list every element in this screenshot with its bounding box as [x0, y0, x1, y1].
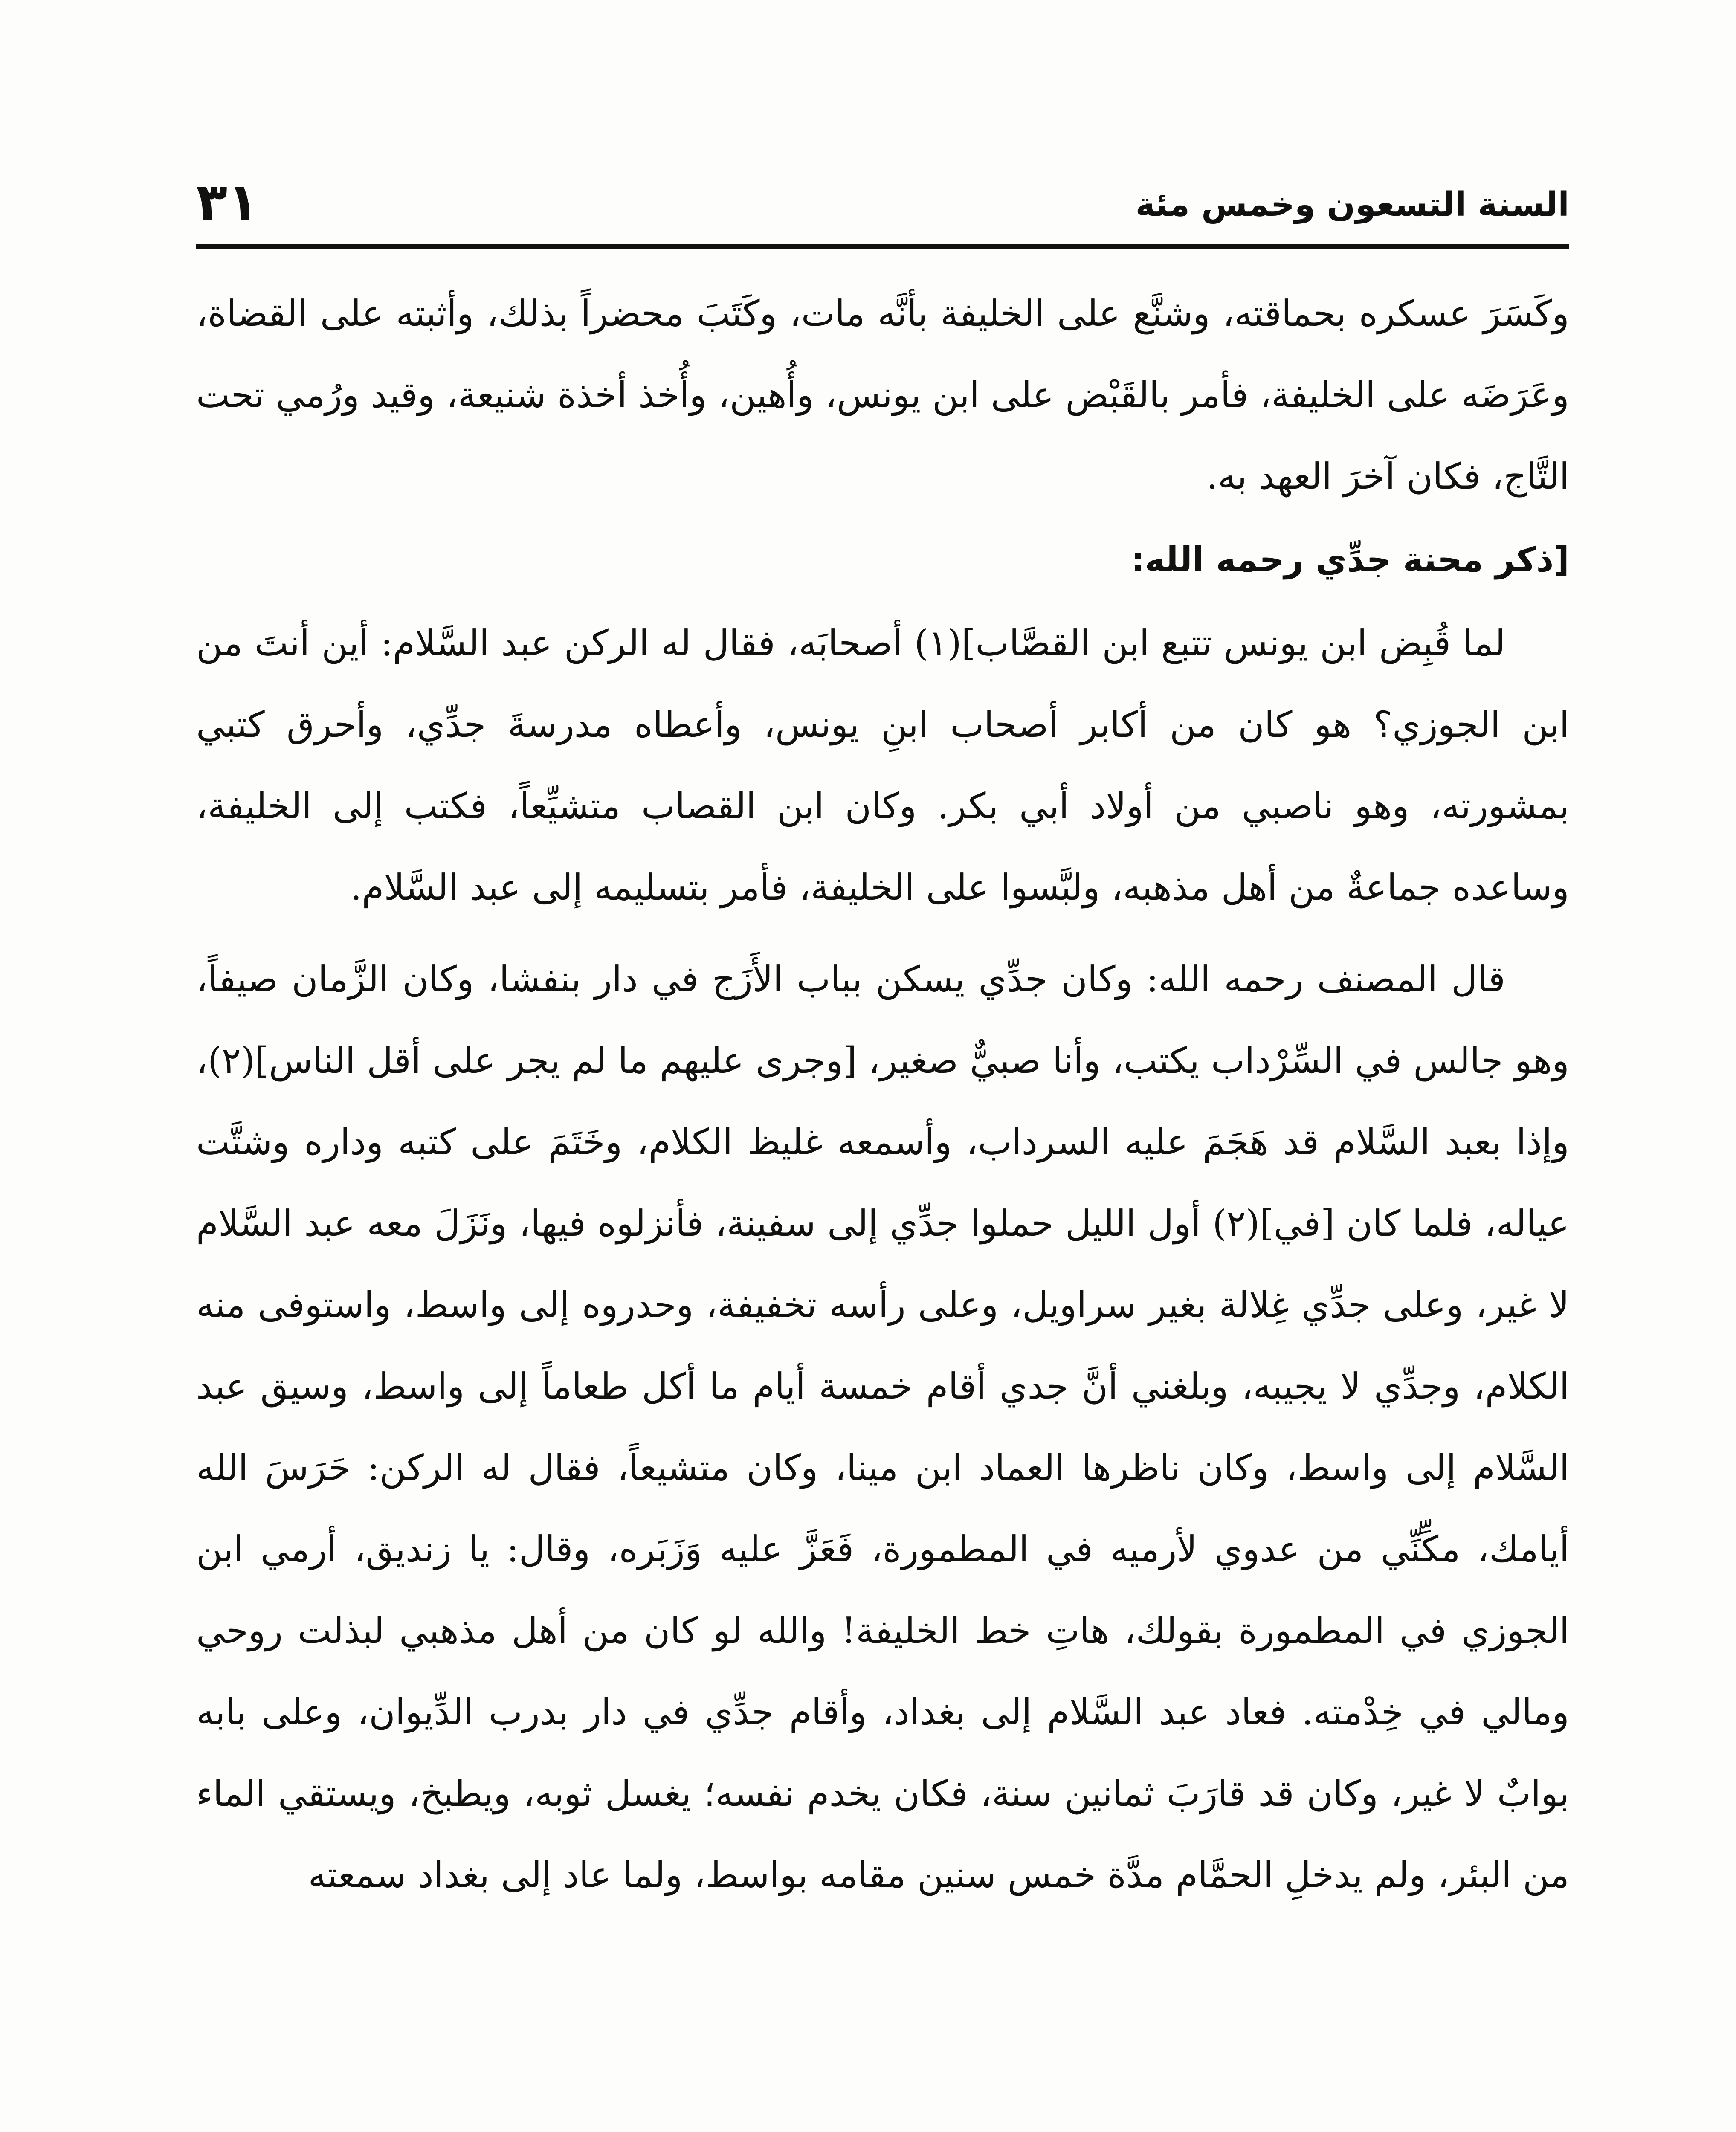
running-title: السنة التسعون وخمس مئة	[1135, 185, 1569, 224]
section-heading: [ذكر محنة جدِّي رحمه الله:	[1131, 540, 1569, 579]
main-text	[196, 273, 1569, 1916]
paragraph-1: وكَسَرَ عسكره بحماقته، وشنَّع على الخليفة بأنَّه مات، وكَتَبَ محضراً بذلك، وأثبته على القضاة، وعَرَضَه على الخليفة، فأمر بالقَبْض على ابن يونس، وأُهين، وأُخذ أخذة شنيعة، وقيد ورُمي تحت التَّاج، فكان آخرَ العهد به.	[196, 293, 1569, 497]
header-rule	[196, 244, 1569, 249]
paragraph-gap	[196, 928, 1569, 939]
paragraph-3: قال المصنف رحمه الله: وكان جدِّي يسكن بباب الأَزَج في دار بنفشا، وكان الزَّمان صيفاً، وهو جالس في السِّرْداب يكتب، وأنا صبيٌّ صغير، [وجرى عليهم ما لم يجر على أقل الناس](٢)، وإذا بعبد السَّلام قد هَجَمَ عليه السرداب، وأسمعه غليظ الكلام، وخَتَمَ على كتبه وداره وشتَّت عياله، فلما كان [في](٢) أول الليل حملوا جدِّي إلى سفينة، فأنزلوه فيها، ونَزَلَ معه عبد السَّلام لا غير، وعلى جدِّي غِلالة بغير سراويل، وعلى رأسه تخفيفة، وحدروه إلى واسط، واستوفى منه الكلام، وجدِّي لا يجيبه، وبلغني أنَّ جدي أقام خمسة أيام ما أكل طعاماً إلى واسط، وسيق عبد السَّلام إلى واسط، وكان ناظرها العماد ابن مينا، وكان متشيعاً، فقال له الركن: حَرَسَ الله أيامك، مكِّنِّي من عدوي لأرميه في المطمورة، فَعَزَّ عليه وَزَبَره، وقال: يا زنديق، أرمي ابن الجوزي في المطمورة بقولك، هاتِ خط الخليفة! والله لو كان من أهل مذهبي لبذلت روحي ومالي في خِدْمته. فعاد عبد السَّلام إلى بغداد، وأقام جدِّي في دار بدرب الدِّيوان، وعلى بابه بوابٌ لا غير، وكان قد قارَبَ ثمانين سنة، فكان يخدم نفسه؛ يغسل ثوبه، ويطبخ، ويستقي الماء من البئر، ولم يدخلِ الحمَّام مدَّة خمس سنين مقامه بواسط، ولما عاد إلى بغداد سمعته	[196, 958, 1570, 1896]
page-header	[196, 171, 1569, 243]
paragraph-2: لما قُبِض ابن يونس تتبع ابن القصَّاب](١) أصحابَه، فقال له الركن عبد السَّلام: أين أنتَ من ابن الجوزي؟ هو كان من أكابر أصحاب ابنِ يونس، وأعطاه مدرسةَ جدِّي، وأحرق كتبي بمشورته، وهو ناصبي من أولاد أبي بكر. وكان ابن القصاب متشيِّعاً، فكتب إلى الخليفة، وساعده جماعةٌ من أهل مذهبه، ولبَّسوا على الخليفة، فأمر بتسليمه إلى عبد السَّلام.	[196, 622, 1569, 908]
page-number: ٣١	[196, 173, 259, 232]
